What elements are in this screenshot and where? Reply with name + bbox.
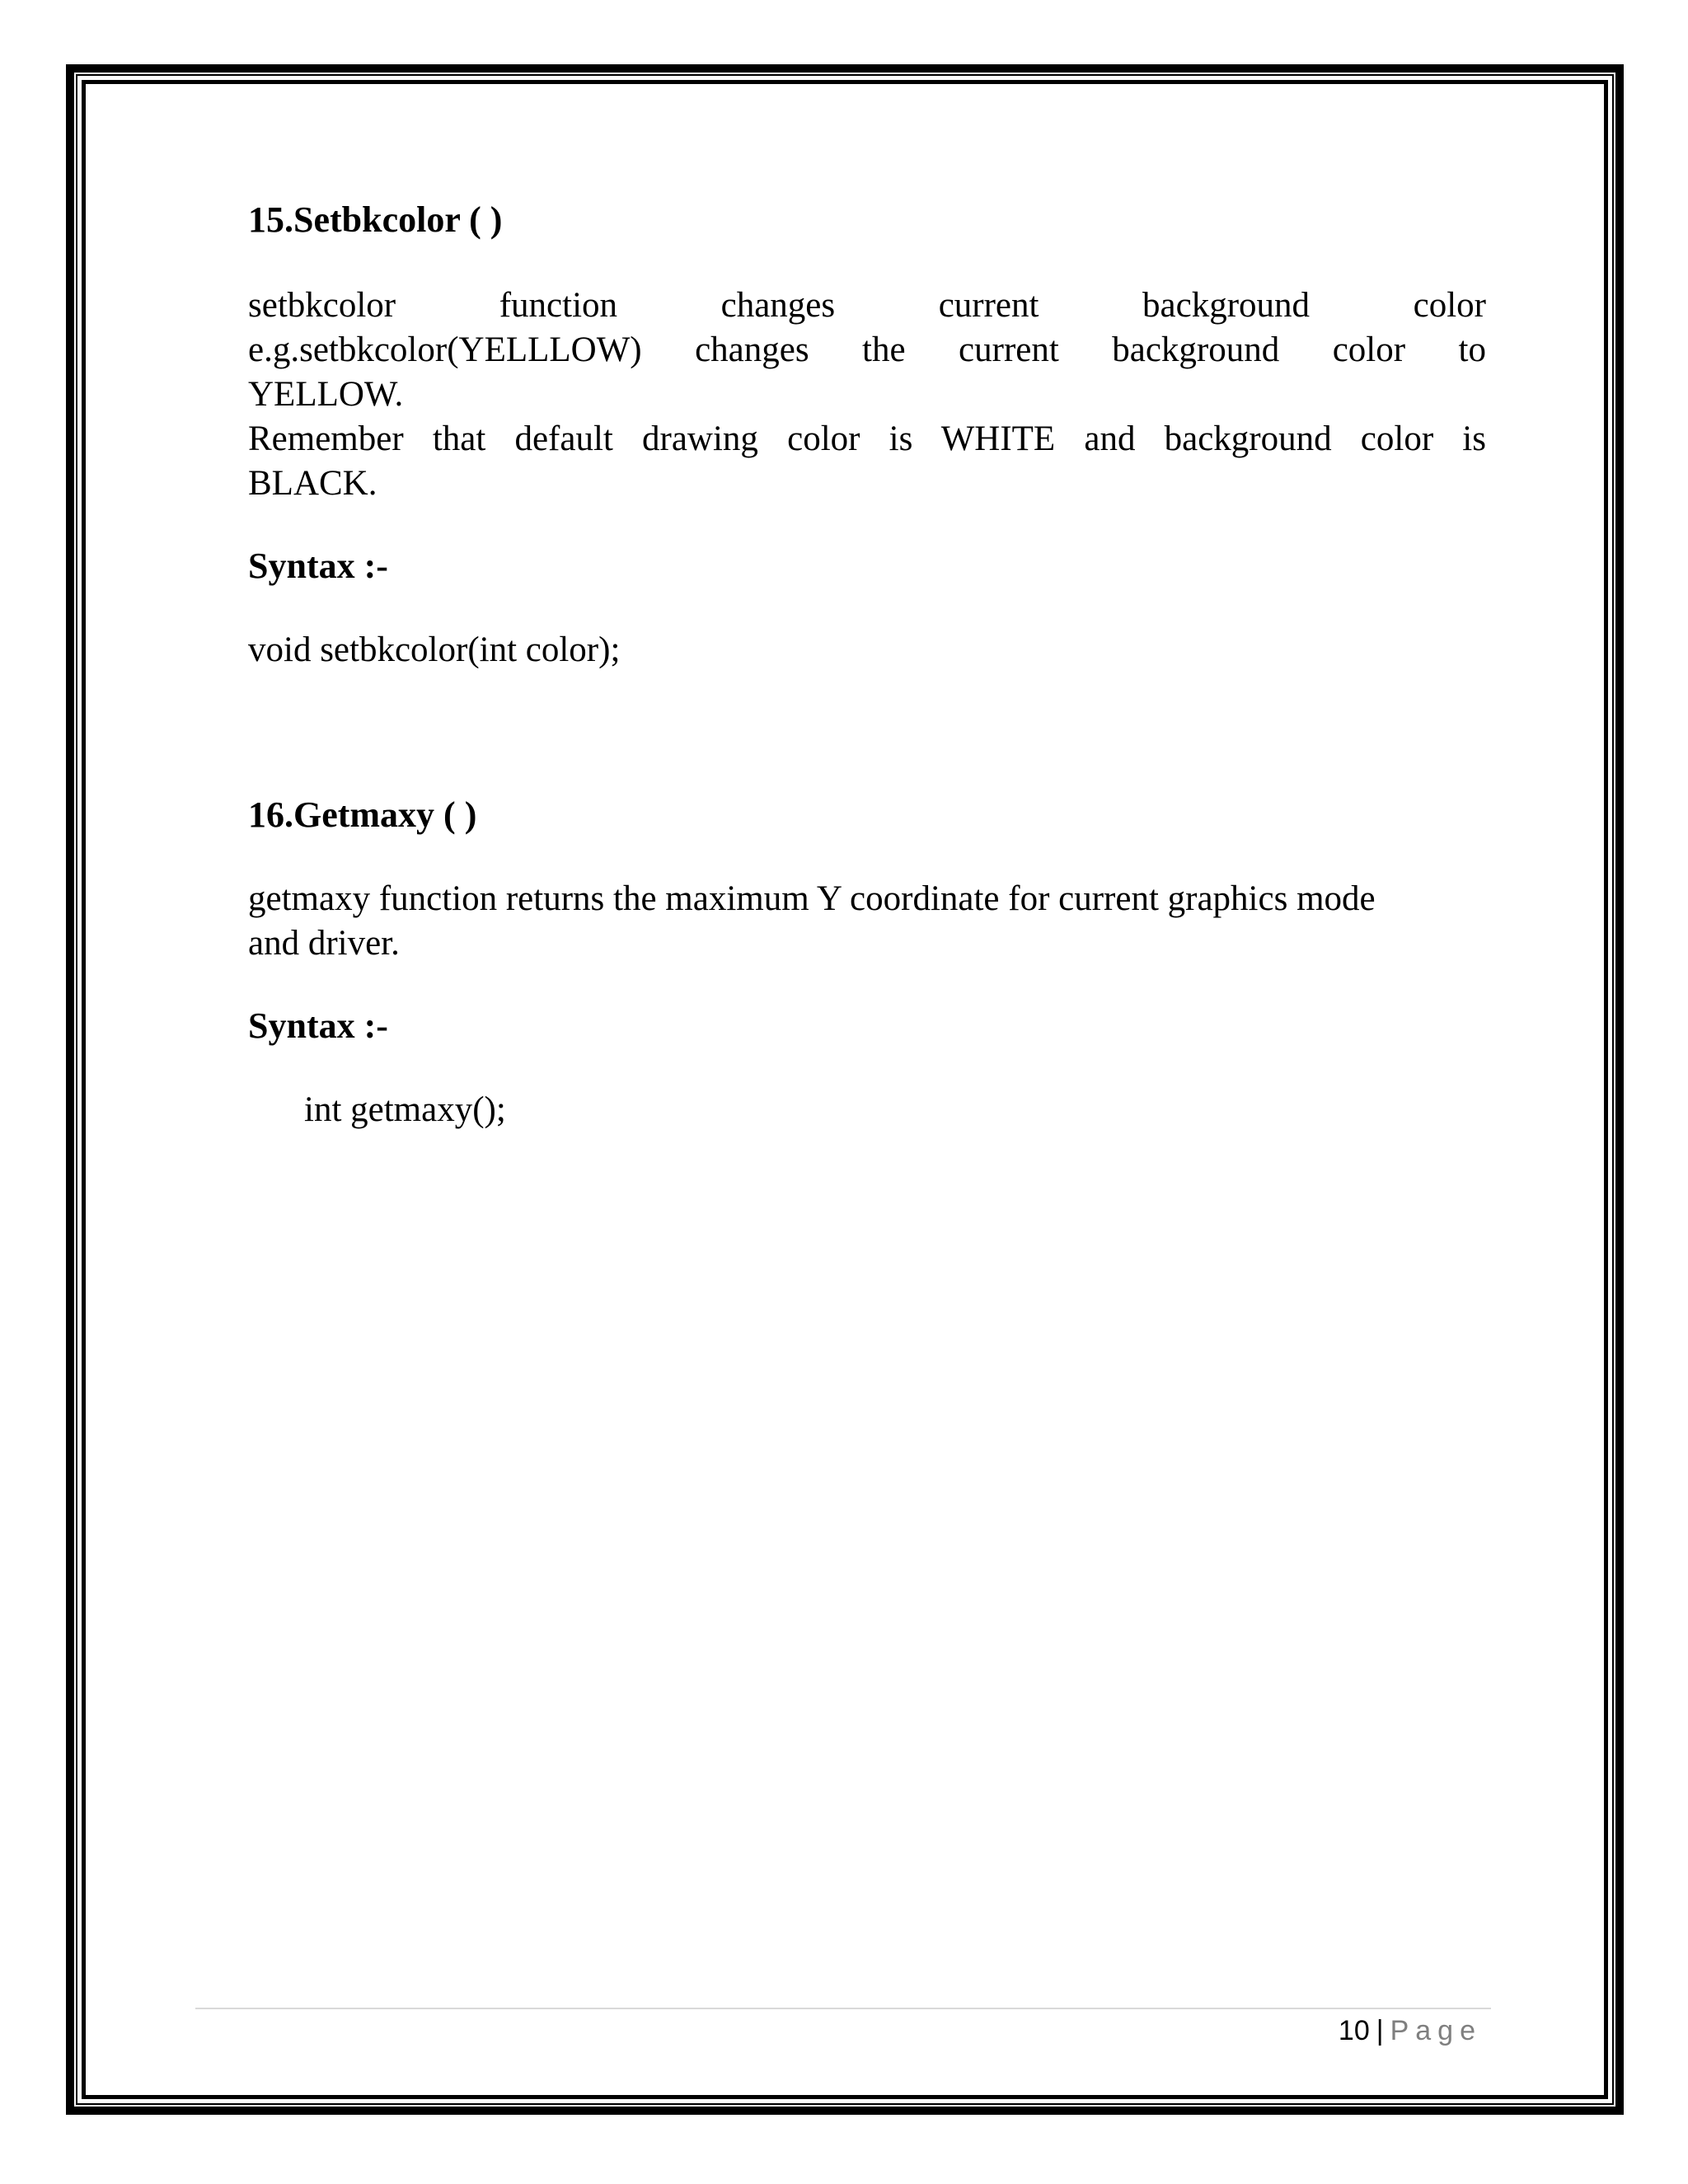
syntax-label: Syntax :- <box>248 1005 388 1046</box>
section-heading-getmaxy: 16.Getmaxy ( ) <box>248 794 477 835</box>
syntax-label: Syntax :- <box>248 546 388 586</box>
footer-separator: | <box>1376 2015 1384 2046</box>
body-line: e.g.setbkcolor(YELLLOW) changes the current background color to <box>248 330 1486 369</box>
body-line: setbkcolor function changes current background color <box>248 286 1486 325</box>
syntax-code: int getmaxy(); <box>304 1090 506 1129</box>
page-footer <box>1339 2011 1482 2050</box>
section-body-getmaxy <box>248 877 1486 966</box>
body-line: and driver. <box>248 924 400 963</box>
syntax-code: void setbkcolor(int color); <box>248 630 621 669</box>
page-number: 10 <box>1338 2015 1370 2046</box>
page-label: Page <box>1390 2015 1482 2046</box>
body-line: getmaxy function returns the maximum Y coordinate for current graphics mode <box>248 879 1376 918</box>
footer-rule <box>195 2008 1491 2009</box>
body-line: YELLOW. <box>248 375 404 414</box>
body-line: BLACK. <box>248 464 377 503</box>
section-heading-setbkcolor: 15.Setbkcolor ( ) <box>248 199 503 240</box>
section-body-setbkcolor <box>248 284 1486 506</box>
body-line: Remember that default drawing color is WHITE and background color is <box>248 419 1486 458</box>
